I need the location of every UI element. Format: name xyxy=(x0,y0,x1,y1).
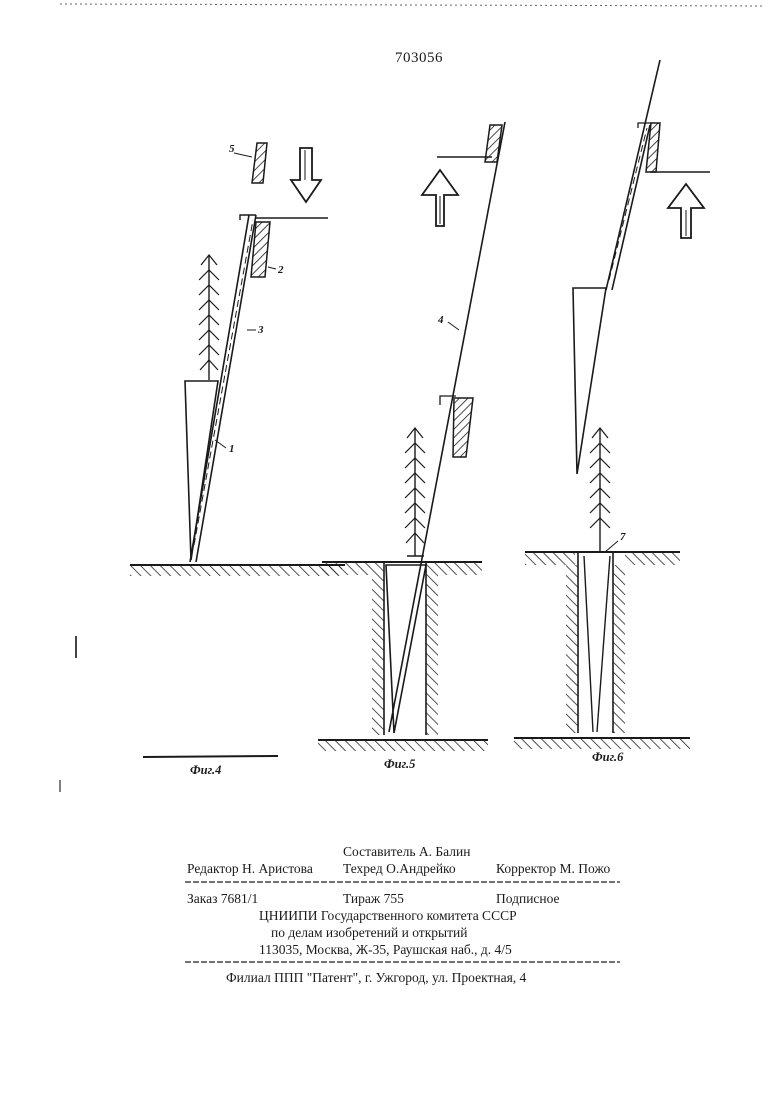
imprint-institute: ЦНИИПИ Государственного комитета СССР xyxy=(259,908,517,923)
part-number-2: 2 xyxy=(278,264,284,276)
part-number-5: 5 xyxy=(229,143,235,155)
imprint-proofreader: Корректор М. Пожо xyxy=(496,861,611,876)
figure-4-label: Фиг.4 xyxy=(190,763,222,777)
imprint-compiler: Составитель А. Балин xyxy=(343,844,471,859)
figure-4-drawing xyxy=(130,143,345,576)
figure-5-drawing xyxy=(318,122,505,751)
figure-4-baseline xyxy=(143,756,278,757)
part-number-1: 1 xyxy=(229,443,235,455)
part-number-3: 3 xyxy=(258,324,264,336)
figure-6-drawing xyxy=(514,60,710,749)
imprint-address: 113035, Москва, Ж-35, Раушская наб., д. 4/5 xyxy=(259,942,512,957)
part-number-7: 7 xyxy=(620,531,626,543)
imprint-branch: Филиал ППП "Патент", г. Ужгород, ул. Проектная, 4 xyxy=(226,970,527,985)
part-number-4: 4 xyxy=(438,314,444,326)
imprint-tech-editor: Техред О.Андрейко xyxy=(343,861,456,876)
imprint-subscription: Подписное xyxy=(496,891,560,906)
top-border-line xyxy=(60,4,765,6)
imprint-institute-dept: по делам изобретений и открытий xyxy=(271,925,468,940)
imprint-circulation: Тираж 755 xyxy=(343,891,404,906)
figure-5-label: Фиг.5 xyxy=(384,757,416,771)
patent-number: 703056 xyxy=(395,50,443,66)
imprint-order: Заказ 7681/1 xyxy=(187,891,259,906)
figure-6-label: Фиг.6 xyxy=(592,750,624,764)
imprint-editor: Редактор Н. Аристова xyxy=(187,861,313,876)
